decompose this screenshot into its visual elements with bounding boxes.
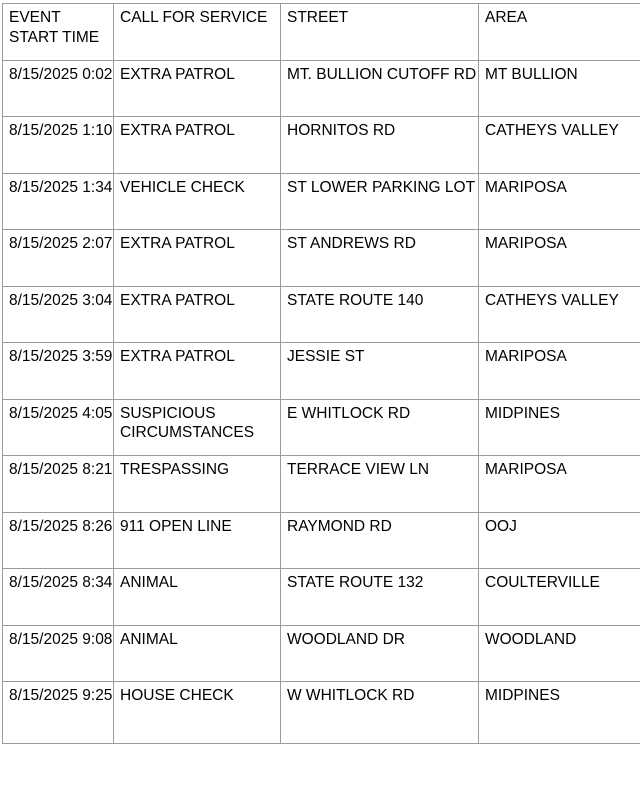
cell-event-start-time: 8/15/2025 1:34 bbox=[3, 173, 114, 230]
cell-call-for-service: ANIMAL bbox=[114, 569, 281, 626]
cell-call-for-service: 911 OPEN LINE bbox=[114, 512, 281, 569]
cell-call-for-service: EXTRA PATROL bbox=[114, 60, 281, 117]
header-event-start-time: EVENT START TIME bbox=[3, 4, 114, 61]
cell-area: MARIPOSA bbox=[479, 230, 640, 287]
header-street: STREET bbox=[281, 4, 479, 61]
cell-street: WOODLAND DR bbox=[281, 625, 479, 682]
cell-area: OOJ bbox=[479, 512, 640, 569]
cell-event-start-time: 8/15/2025 8:26 bbox=[3, 512, 114, 569]
cell-street: W WHITLOCK RD bbox=[281, 682, 479, 744]
cell-area: CATHEYS VALLEY bbox=[479, 117, 640, 174]
header-area: AREA bbox=[479, 4, 640, 61]
cell-area: MARIPOSA bbox=[479, 343, 640, 400]
cell-area: WOODLAND bbox=[479, 625, 640, 682]
cell-area: CATHEYS VALLEY bbox=[479, 286, 640, 343]
table-row bbox=[3, 569, 640, 626]
table-row bbox=[3, 512, 640, 569]
table-row bbox=[3, 343, 640, 400]
cell-street: ST LOWER PARKING LOT bbox=[281, 173, 479, 230]
cell-call-for-service: VEHICLE CHECK bbox=[114, 173, 281, 230]
call-log-table bbox=[2, 3, 640, 744]
table-row bbox=[3, 625, 640, 682]
cell-call-for-service: SUSPICIOUS CIRCUMSTANCES bbox=[114, 399, 281, 456]
cell-call-for-service: EXTRA PATROL bbox=[114, 343, 281, 400]
cell-street: STATE ROUTE 132 bbox=[281, 569, 479, 626]
cell-street: E WHITLOCK RD bbox=[281, 399, 479, 456]
table-row bbox=[3, 399, 640, 456]
cell-street: TERRACE VIEW LN bbox=[281, 456, 479, 513]
cell-area: MARIPOSA bbox=[479, 456, 640, 513]
cell-street: STATE ROUTE 140 bbox=[281, 286, 479, 343]
cell-call-for-service: EXTRA PATROL bbox=[114, 286, 281, 343]
table-row bbox=[3, 456, 640, 513]
header-row bbox=[3, 4, 640, 61]
cell-area: MIDPINES bbox=[479, 399, 640, 456]
cell-call-for-service: EXTRA PATROL bbox=[114, 117, 281, 174]
cell-event-start-time: 8/15/2025 9:08 bbox=[3, 625, 114, 682]
cell-event-start-time: 8/15/2025 2:07 bbox=[3, 230, 114, 287]
cell-event-start-time: 8/15/2025 4:05 bbox=[3, 399, 114, 456]
cell-event-start-time: 8/15/2025 3:04 bbox=[3, 286, 114, 343]
cell-area: MT BULLION bbox=[479, 60, 640, 117]
cell-event-start-time: 8/15/2025 3:59 bbox=[3, 343, 114, 400]
cell-call-for-service: HOUSE CHECK bbox=[114, 682, 281, 744]
table-row bbox=[3, 173, 640, 230]
cell-street: ST ANDREWS RD bbox=[281, 230, 479, 287]
cell-event-start-time: 8/15/2025 8:34 bbox=[3, 569, 114, 626]
cell-event-start-time: 8/15/2025 1:10 bbox=[3, 117, 114, 174]
cell-event-start-time: 8/15/2025 0:02 bbox=[3, 60, 114, 117]
header-call-for-service: CALL FOR SERVICE bbox=[114, 4, 281, 61]
cell-area: MARIPOSA bbox=[479, 173, 640, 230]
table-row bbox=[3, 117, 640, 174]
cell-area: MIDPINES bbox=[479, 682, 640, 744]
cell-street: MT. BULLION CUTOFF RD bbox=[281, 60, 479, 117]
cell-street: HORNITOS RD bbox=[281, 117, 479, 174]
table-row bbox=[3, 60, 640, 117]
cell-street: RAYMOND RD bbox=[281, 512, 479, 569]
cell-call-for-service: TRESPASSING bbox=[114, 456, 281, 513]
table-row bbox=[3, 682, 640, 744]
call-log-body bbox=[3, 4, 640, 744]
cell-call-for-service: EXTRA PATROL bbox=[114, 230, 281, 287]
cell-event-start-time: 8/15/2025 9:25 bbox=[3, 682, 114, 744]
table-row bbox=[3, 230, 640, 287]
table-row bbox=[3, 286, 640, 343]
cell-call-for-service: ANIMAL bbox=[114, 625, 281, 682]
cell-area: COULTERVILLE bbox=[479, 569, 640, 626]
cell-street: JESSIE ST bbox=[281, 343, 479, 400]
cell-event-start-time: 8/15/2025 8:21 bbox=[3, 456, 114, 513]
